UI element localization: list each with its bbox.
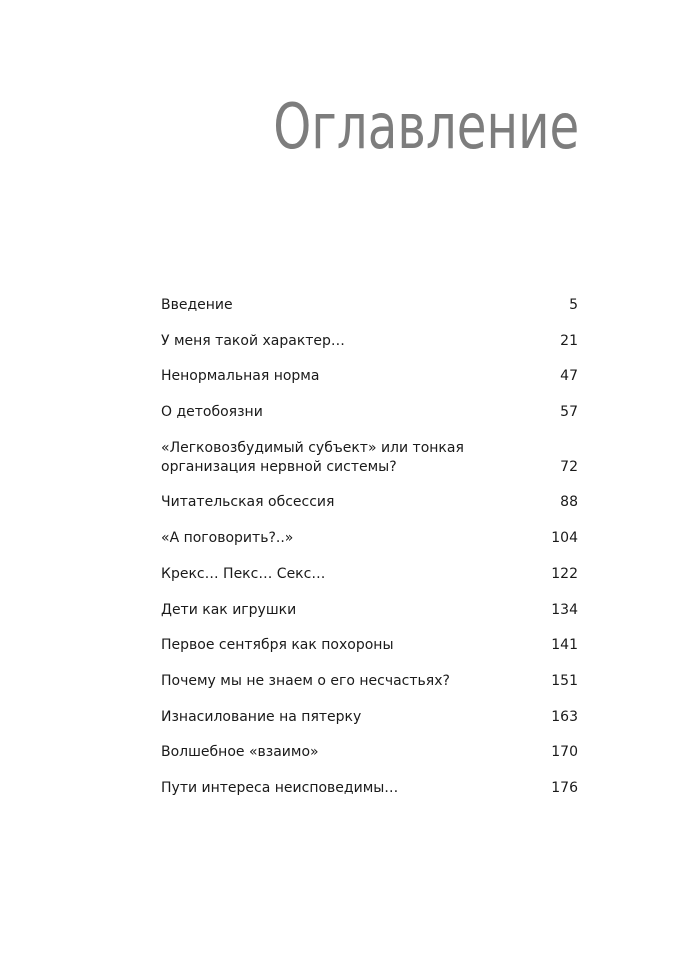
table-of-contents xyxy=(161,296,578,815)
page-title: Оглавление xyxy=(273,90,579,163)
toc-entry-title: Читательская обсессия xyxy=(161,494,335,511)
toc-entry[interactable] xyxy=(161,601,578,620)
toc-entry-title: Дети как игрушки xyxy=(161,601,297,618)
toc-entry-title: Почему мы не знаем о его несчастьях? xyxy=(161,672,450,689)
toc-entry-page: 122 xyxy=(551,565,578,582)
toc-entry[interactable] xyxy=(161,779,578,798)
toc-entry-title: Изнасилование на пятерку xyxy=(161,708,362,725)
toc-entry[interactable] xyxy=(161,296,578,315)
toc-entry-page: 151 xyxy=(551,672,578,689)
toc-entry-title: Введение xyxy=(161,297,233,313)
toc-entry[interactable] xyxy=(161,439,578,477)
toc-entry-title-line: «Легковозбудимый субъект» или тонкая xyxy=(161,439,464,456)
toc-entry-page: 72 xyxy=(560,458,578,475)
toc-entry-title: Первое сентября как похороны xyxy=(161,637,394,654)
toc-entry[interactable] xyxy=(161,367,578,386)
toc-entry-title: У меня такой характер… xyxy=(161,332,345,349)
toc-entry[interactable] xyxy=(161,672,578,691)
toc-entry-title xyxy=(161,439,560,477)
toc-entry-page: 104 xyxy=(551,530,578,547)
toc-entry-page: 57 xyxy=(560,404,578,421)
toc-entry[interactable] xyxy=(161,743,578,762)
toc-entry-page: 170 xyxy=(551,744,578,761)
toc-entry-page: 141 xyxy=(551,637,578,654)
toc-entry[interactable] xyxy=(161,565,578,584)
toc-entry-title: Ненормальная норма xyxy=(161,368,320,385)
toc-entry[interactable] xyxy=(161,493,578,512)
toc-entry-title: Волшебное «взаимо» xyxy=(161,744,319,761)
toc-entry-page: 134 xyxy=(551,601,578,618)
toc-entry[interactable] xyxy=(161,636,578,655)
toc-entry-title: Пути интереса неисповедимы… xyxy=(161,779,399,796)
toc-entry[interactable] xyxy=(161,403,578,422)
toc-entry-page: 88 xyxy=(560,494,578,511)
toc-entry-page: 21 xyxy=(560,332,578,349)
toc-entry[interactable] xyxy=(161,708,578,727)
toc-entry[interactable] xyxy=(161,332,578,351)
toc-entry-title: Крекс… Пекс… Секс… xyxy=(161,565,326,582)
toc-entry-title-line: организация нервной системы? xyxy=(161,458,397,475)
toc-entry-page: 176 xyxy=(551,779,578,796)
toc-entry[interactable] xyxy=(161,529,578,548)
toc-entry-page: 47 xyxy=(560,368,578,385)
toc-entry-page: 163 xyxy=(551,708,578,725)
toc-entry-page: 5 xyxy=(569,297,578,313)
toc-entry-title: О детобоязни xyxy=(161,404,263,421)
toc-entry-title: «А поговорить?..» xyxy=(161,530,294,547)
